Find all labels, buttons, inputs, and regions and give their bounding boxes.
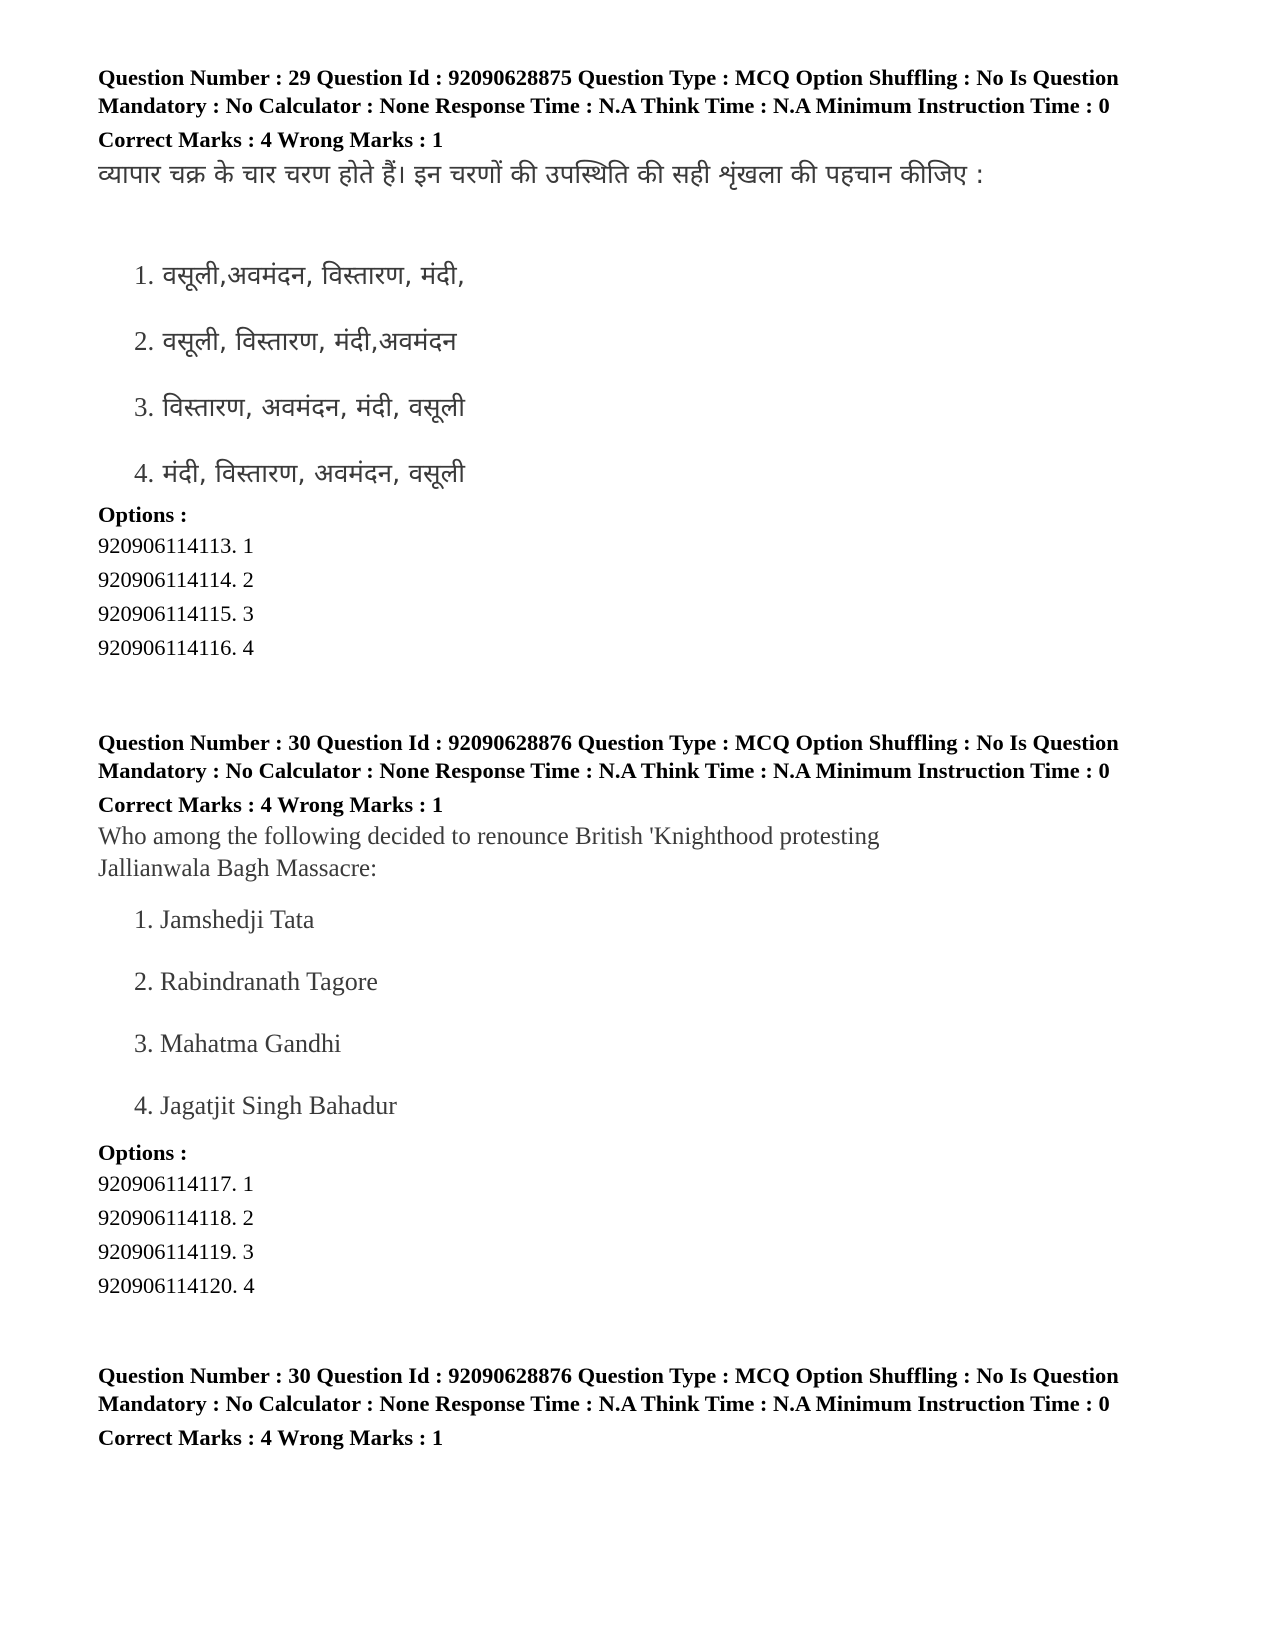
option-row: 920906114113. 1 (98, 533, 254, 558)
question-image (98, 821, 1178, 1139)
question-header: Question Number : 29 Question Id : 92090628875 Question Type : MCQ Option Shuffling : No Is Question Mandatory : No Calculator : None Response Time : N.A Think Time : N.A Minimum Instruction Time : 0 (98, 65, 1119, 118)
choice-item (134, 905, 314, 935)
option-row: 920906114120. 4 (98, 1273, 255, 1298)
choice-text: Mahatma Gandhi (160, 1029, 342, 1058)
question-block (98, 1362, 1178, 1452)
choice-number: 4. (134, 458, 155, 488)
choice-item (134, 967, 378, 997)
option-row: 920906114118. 2 (98, 1205, 254, 1230)
option-row: 920906114115. 3 (98, 601, 254, 626)
question-block (98, 64, 1178, 665)
option-row: 920906114114. 2 (98, 567, 254, 592)
choice-item (134, 454, 465, 490)
choice-number: 2. (134, 326, 155, 356)
option-row: 920906114119. 3 (98, 1239, 254, 1264)
question-marks: Correct Marks : 4 Wrong Marks : 1 (98, 127, 444, 152)
choice-number: 1. (134, 905, 154, 934)
choice-text: वसूली, विस्तारण, मंदी,अवमंदन (162, 327, 457, 357)
option-row: 920906114116. 4 (98, 635, 254, 660)
options-label: Options : (98, 1140, 188, 1165)
choice-text: मंदी, विस्तारण, अवमंदन, वसूली (162, 459, 465, 489)
choice-number: 2. (134, 967, 154, 996)
choice-item (134, 388, 465, 424)
question-marks: Correct Marks : 4 Wrong Marks : 1 (98, 1425, 444, 1450)
choice-text: वसूली,अवमंदन, विस्तारण, मंदी, (162, 261, 465, 291)
choice-item (134, 322, 457, 358)
question-image (98, 156, 1178, 501)
question-marks: Correct Marks : 4 Wrong Marks : 1 (98, 792, 444, 817)
question-header: Question Number : 30 Question Id : 92090628876 Question Type : MCQ Option Shuffling : No Is Question Mandatory : No Calculator : None Response Time : N.A Think Time : N.A Minimum Instruction Time : 0 (98, 1363, 1119, 1416)
choice-number: 3. (134, 1029, 154, 1058)
choice-text: Rabindranath Tagore (160, 967, 378, 996)
question-header: Question Number : 30 Question Id : 92090628876 Question Type : MCQ Option Shuffling : No Is Question Mandatory : No Calculator : None Response Time : N.A Think Time : N.A Minimum Instruction Time : 0 (98, 730, 1119, 783)
choice-text: विस्तारण, अवमंदन, मंदी, वसूली (162, 393, 465, 423)
choice-number: 3. (134, 392, 155, 422)
question-block (98, 729, 1178, 1303)
choice-number: 4. (134, 1091, 154, 1120)
option-row: 920906114117. 1 (98, 1171, 254, 1196)
choice-item (134, 256, 465, 292)
choice-text: Jamshedji Tata (160, 905, 315, 934)
choice-text: Jagatjit Singh Bahadur (160, 1091, 397, 1120)
options-label: Options : (98, 502, 188, 527)
choice-item (134, 1029, 341, 1059)
choice-number: 1. (134, 260, 155, 290)
question-stem: व्यापार चक्र के चार चरण होते हैं। इन चरणों की उपस्थिति की सही शृंखला की पहचान कीजिए : (98, 160, 985, 190)
choice-item (134, 1091, 397, 1121)
question-stem: Who among the following decided to renounce British 'Knighthood protesting Jallianwala Bagh Massacre: (98, 823, 880, 882)
